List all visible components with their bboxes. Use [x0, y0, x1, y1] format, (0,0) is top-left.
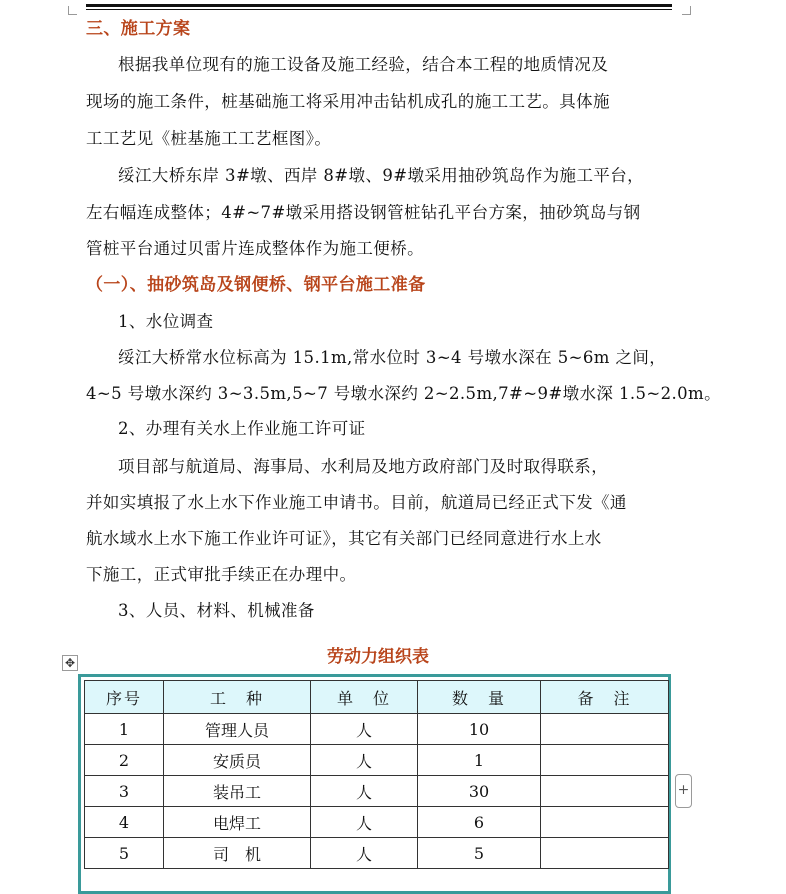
- item-title: 2、办理有关水上作业施工许可证: [118, 419, 366, 438]
- table-title: 劳动力组织表: [327, 647, 429, 667]
- table-cell[interactable]: 安质员: [164, 745, 311, 776]
- table-cell[interactable]: 人: [311, 745, 418, 776]
- paragraph-line: 绥江大桥东岸 3#墩、西岸 8#墩、9#墩采用抽砂筑岛作为施工平台，: [118, 166, 645, 185]
- table-cell[interactable]: [541, 776, 669, 807]
- table-cell[interactable]: [541, 714, 669, 745]
- table-cell[interactable]: 司 机: [164, 838, 311, 869]
- table-cell[interactable]: 人: [311, 838, 418, 869]
- table-cell[interactable]: 人: [311, 714, 418, 745]
- table-cell[interactable]: [541, 838, 669, 869]
- table-cell[interactable]: 5: [85, 838, 164, 869]
- table-cell[interactable]: 6: [418, 807, 541, 838]
- margin-corner-mark-left: [68, 6, 77, 15]
- move-icon[interactable]: ✥: [62, 655, 78, 671]
- table-cell[interactable]: 5: [418, 838, 541, 869]
- plus-icon[interactable]: +: [675, 774, 692, 808]
- paragraph-line: 工工艺见《桩基施工工艺框图》。: [86, 129, 332, 148]
- paragraph-line: 4~5 号墩水深约 3~3.5m,5~7 号墩水深约 2~2.5m,7#~9#墩水深 1.5~2.0m。: [86, 384, 721, 403]
- paragraph-line: 下施工，正式审批手续正在办理中。: [86, 565, 357, 584]
- item-title: 1、水位调查: [118, 312, 214, 331]
- column-header[interactable]: 序号: [85, 681, 164, 714]
- table-cell[interactable]: 管理人员: [164, 714, 311, 745]
- table-row: [85, 838, 669, 869]
- paragraph-line: 航水域水上水下施工作业许可证》，其它有关部门已经同意进行水上水: [86, 529, 602, 548]
- table-cell[interactable]: 电焊工: [164, 807, 311, 838]
- column-header[interactable]: 备 注: [541, 681, 669, 714]
- subsection-heading: （一）、抽砂筑岛及钢便桥、钢平台施工准备: [86, 275, 426, 295]
- table-cell[interactable]: 2: [85, 745, 164, 776]
- paragraph-line: 根据我单位现有的施工设备及施工经验，结合本工程的地质情况及: [118, 55, 609, 74]
- table-cell[interactable]: 1: [85, 714, 164, 745]
- table-cell[interactable]: 装吊工: [164, 776, 311, 807]
- paragraph-line: 左右幅连成整体；4#~7#墩采用搭设钢管桩钻孔平台方案，抽砂筑岛与钢: [86, 203, 641, 222]
- table-row: [85, 776, 669, 807]
- item-title: 3、人员、材料、机械准备: [118, 601, 315, 620]
- table-cell[interactable]: 人: [311, 776, 418, 807]
- labor-table: [84, 680, 669, 869]
- paragraph-line: 管桩平台通过贝雷片连成整体作为施工便桥。: [86, 239, 424, 258]
- paragraph-line: 现场的施工条件，桩基础施工将采用冲击钻机成孔的施工工艺。具体施: [86, 92, 610, 111]
- page-top-rule-thin: [86, 9, 672, 10]
- table-cell[interactable]: 3: [85, 776, 164, 807]
- table-cell[interactable]: [541, 807, 669, 838]
- page-top-rule: [86, 4, 672, 7]
- column-header[interactable]: 工 种: [164, 681, 311, 714]
- column-header[interactable]: 数 量: [418, 681, 541, 714]
- table-cell[interactable]: 30: [418, 776, 541, 807]
- table-row: [85, 714, 669, 745]
- paragraph-line: 并如实填报了水上水下作业施工申请书。目前，航道局已经正式下发《通: [86, 493, 627, 512]
- table-cell[interactable]: 10: [418, 714, 541, 745]
- table-row: [85, 745, 669, 776]
- table-cell[interactable]: [541, 745, 669, 776]
- table-cell[interactable]: 1: [418, 745, 541, 776]
- paragraph-line: 绥江大桥常水位标高为 15.1m,常水位时 3~4 号墩水深在 5~6m 之间，: [118, 348, 667, 367]
- table-header-row: [85, 681, 669, 714]
- table-cell[interactable]: 4: [85, 807, 164, 838]
- section-heading: 三、施工方案: [86, 19, 191, 39]
- paragraph-line: 项目部与航道局、海事局、水利局及地方政府部门及时取得联系，: [118, 457, 609, 476]
- table-row: [85, 807, 669, 838]
- table-cell[interactable]: 人: [311, 807, 418, 838]
- column-header[interactable]: 单 位: [311, 681, 418, 714]
